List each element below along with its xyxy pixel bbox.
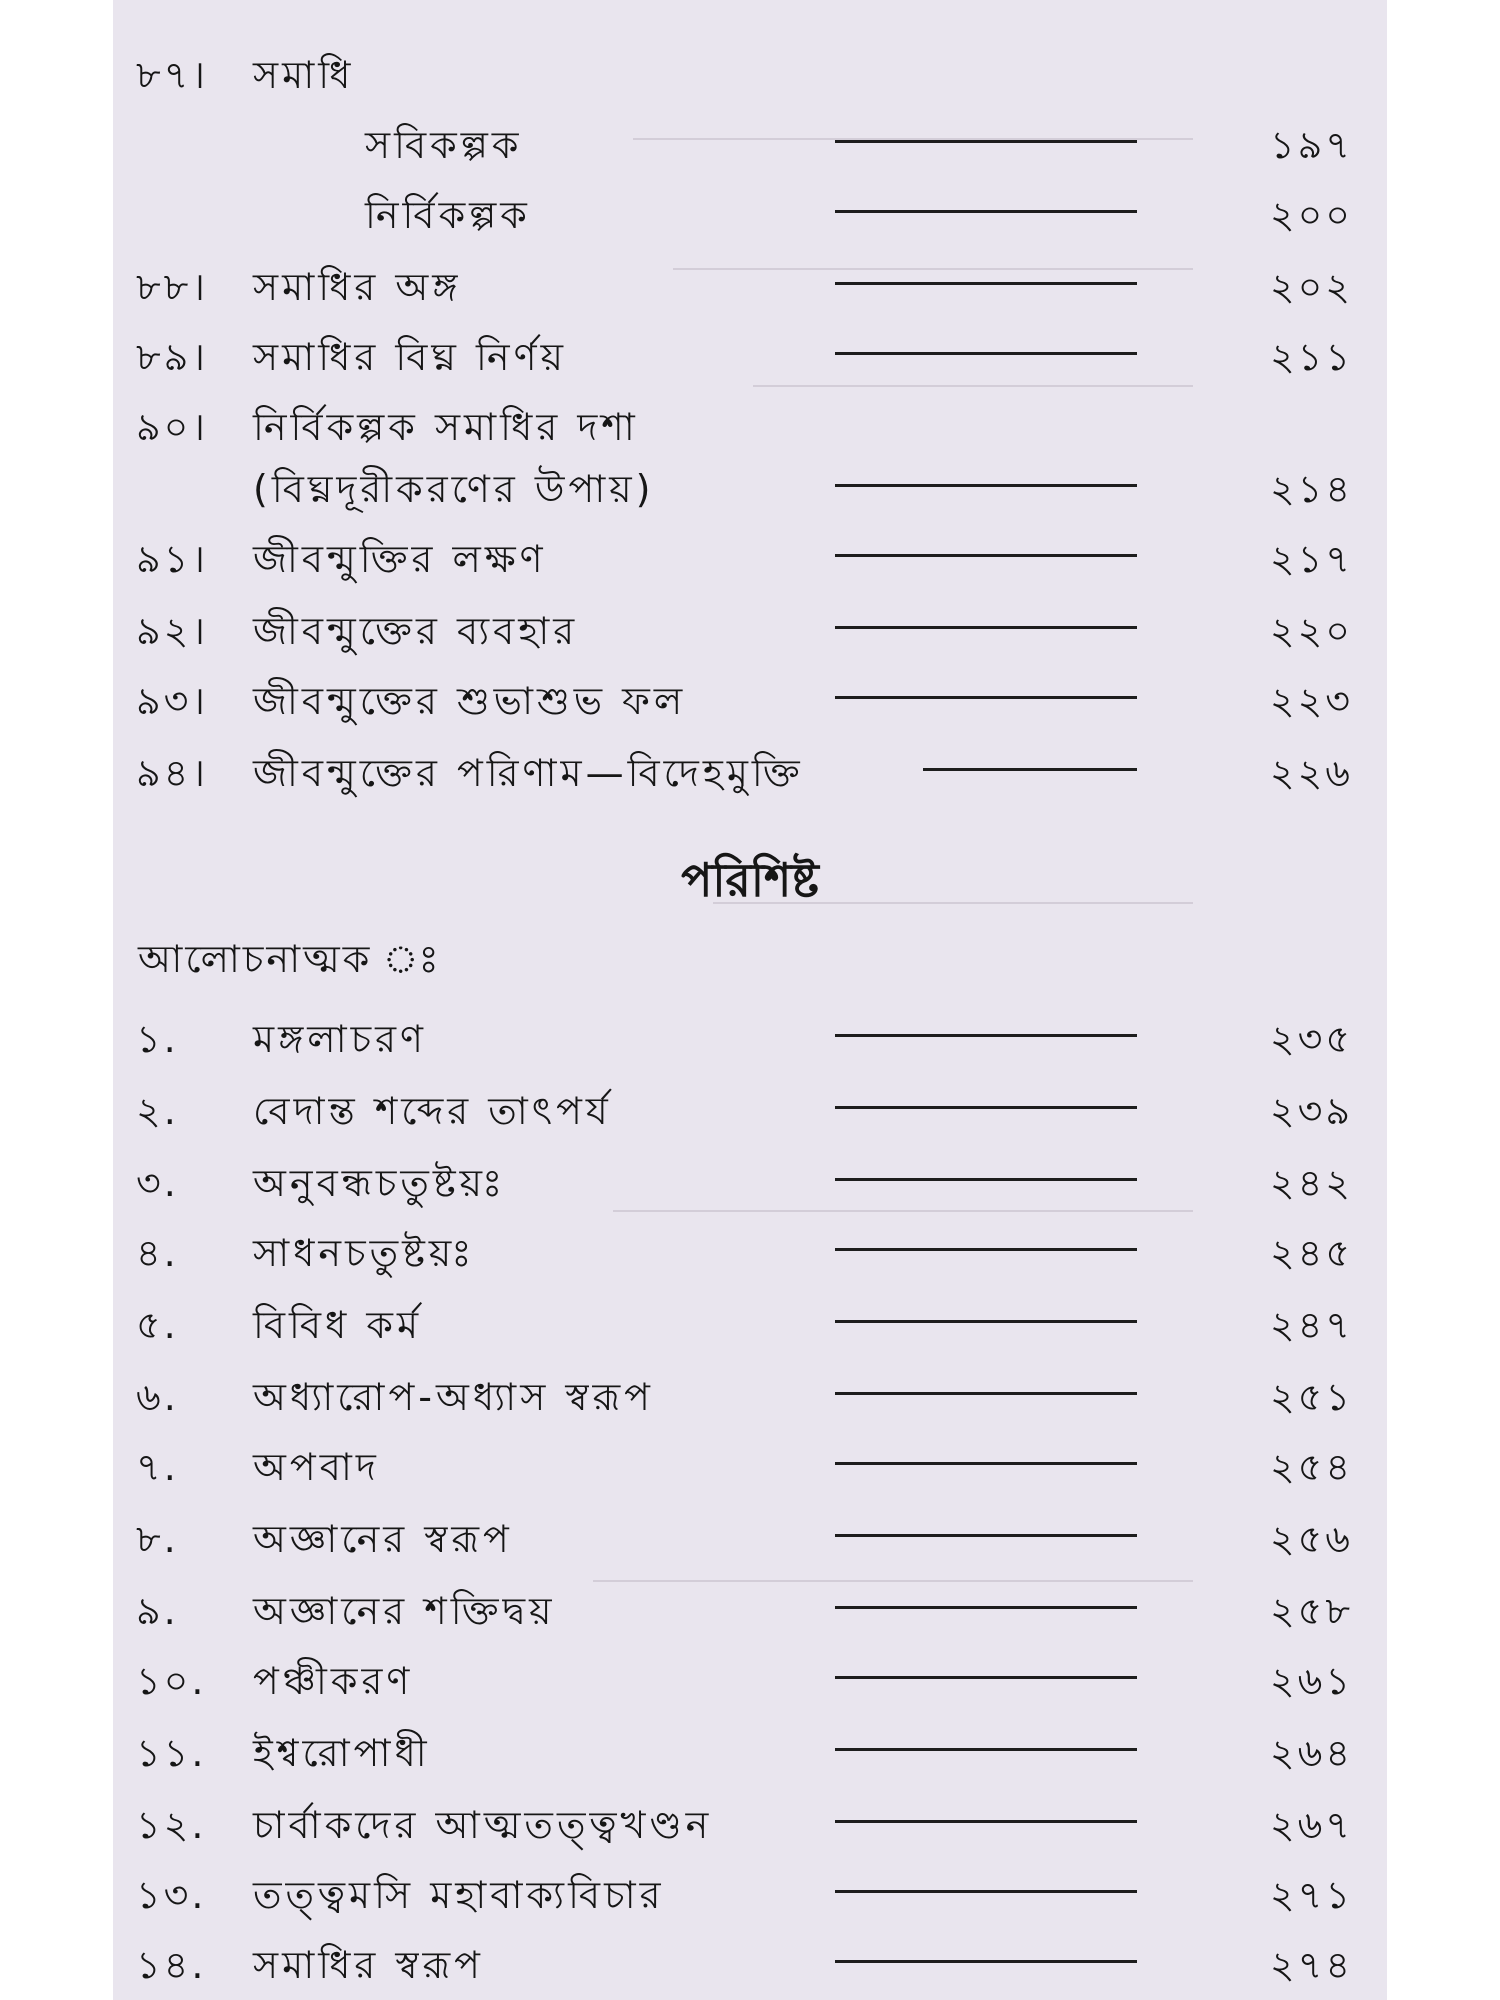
leader-rule — [835, 626, 1137, 629]
toc-entry — [113, 1072, 1387, 1136]
page-number: ১৯৭ — [1269, 123, 1353, 167]
entry-title: সমাধির বিঘ্ন নির্ণয় — [253, 335, 567, 379]
toc-entry — [113, 1572, 1387, 1636]
entry-title: বেদান্ত শব্দের তাৎপর্য — [253, 1089, 612, 1133]
entry-number: ৩. — [136, 1161, 179, 1205]
leader-rule — [835, 1248, 1137, 1251]
leader-rule — [835, 1676, 1137, 1679]
toc-entry — [113, 1428, 1387, 1492]
toc-entry — [113, 1856, 1387, 1920]
toc-entry — [113, 388, 1387, 452]
appendix-heading: পরিশিষ্ট — [681, 853, 819, 907]
entry-title: নির্বিকল্পক — [365, 193, 531, 237]
toc-entry — [113, 1214, 1387, 1278]
toc-entry — [113, 1286, 1387, 1350]
entry-number: ৯০। — [136, 405, 208, 449]
entry-number: ১১. — [136, 1731, 207, 1775]
leader-rule — [835, 140, 1137, 143]
leader-rule — [923, 768, 1137, 771]
entry-number: ১৩. — [136, 1873, 207, 1917]
entry-number: ৯৪। — [136, 751, 208, 795]
entry-title: (বিঘ্নদূরীকরণের উপায়) — [253, 467, 655, 511]
entry-number: ৮. — [136, 1517, 179, 1561]
page-number: ২৫৪ — [1269, 1445, 1353, 1489]
toc-entry — [113, 520, 1387, 584]
toc-entry — [113, 592, 1387, 656]
leader-rule — [835, 282, 1137, 285]
toc-entry — [113, 1926, 1387, 1990]
entry-title: মঙ্গলাচরণ — [253, 1017, 428, 1061]
entry-number: ৯. — [136, 1589, 179, 1633]
entry-title: জীবন্মুক্তির লক্ষণ — [253, 537, 547, 581]
page-number: ২১১ — [1269, 335, 1353, 379]
toc-entry — [113, 662, 1387, 726]
entry-title: অনুবন্ধচতুষ্টয়ঃ — [253, 1161, 507, 1205]
toc-entry — [113, 106, 1387, 170]
leader-rule — [835, 1820, 1137, 1823]
entry-number: ১৪. — [136, 1943, 207, 1987]
leader-rule — [835, 1748, 1137, 1751]
leader-rule — [835, 1890, 1137, 1893]
entry-title: পঞ্চীকরণ — [253, 1659, 414, 1703]
leader-rule — [835, 352, 1137, 355]
entry-title: সাধনচতুষ্টয়ঃ — [253, 1231, 476, 1275]
entry-number: ৮৯। — [136, 335, 208, 379]
bleed-through-mark — [753, 385, 1193, 387]
book-page — [113, 0, 1387, 2000]
page-number: ২০০ — [1269, 193, 1353, 237]
page-number: ২৭১ — [1269, 1873, 1353, 1917]
page-number: ২১৪ — [1269, 467, 1353, 511]
entry-number: ১০. — [136, 1659, 207, 1703]
toc-entry — [113, 176, 1387, 240]
entry-title: সমাধির স্বরূপ — [253, 1943, 484, 1987]
entry-title: সবিকল্পক — [365, 123, 523, 167]
bleed-through-mark — [613, 1210, 1193, 1212]
entry-number: ৬. — [136, 1375, 179, 1419]
entry-title: চার্বাকদের আত্মতত্ত্বখণ্ডন — [253, 1803, 713, 1847]
entry-title: জীবন্মুক্তের পরিণাম—বিদেহমুক্তি — [253, 751, 804, 795]
entry-title: অজ্ঞানের স্বরূপ — [253, 1517, 513, 1561]
entry-number: ৯৩। — [136, 679, 208, 723]
page-number: ২১৭ — [1269, 537, 1353, 581]
entry-number: ১. — [136, 1017, 179, 1061]
page-number: ২৪২ — [1269, 1161, 1353, 1205]
entry-title: নির্বিকল্পক সমাধির দশা — [253, 405, 639, 449]
toc-entry — [113, 1144, 1387, 1208]
toc-entry-continuation — [113, 450, 1387, 514]
leader-rule — [835, 1534, 1137, 1537]
entry-title: জীবন্মুক্তের ব্যবহার — [253, 609, 579, 653]
leader-rule — [835, 1392, 1137, 1395]
toc-entry — [113, 36, 1387, 100]
toc-entry — [113, 1500, 1387, 1564]
entry-title: অধ্যারোপ-অধ্যাস স্বরূপ — [253, 1375, 654, 1419]
page-number: ২৪৫ — [1269, 1231, 1353, 1275]
leader-rule — [835, 484, 1137, 487]
entry-number: ৫. — [136, 1303, 179, 1347]
page-number: ২৫৮ — [1269, 1589, 1353, 1633]
leader-rule — [835, 1462, 1137, 1465]
page-number: ২৩৯ — [1269, 1089, 1353, 1133]
entry-title: সমাধি — [253, 53, 355, 97]
entry-number: ৯১। — [136, 537, 208, 581]
page-number: ২৫১ — [1269, 1375, 1353, 1419]
toc-entry — [113, 1642, 1387, 1706]
toc-entry — [113, 734, 1387, 798]
page-number: ২৩৫ — [1269, 1017, 1353, 1061]
page-number: ২৬১ — [1269, 1659, 1353, 1703]
toc-entry — [113, 1000, 1387, 1064]
page-number: ২৫৬ — [1269, 1517, 1353, 1561]
entry-title: ইশ্বরোপাধী — [253, 1731, 431, 1775]
entry-number: ৭. — [136, 1445, 179, 1489]
entry-number: ৮৭। — [136, 53, 208, 97]
entry-title: জীবন্মুক্তের শুভাশুভ ফল — [253, 679, 687, 723]
leader-rule — [835, 1106, 1137, 1109]
appendix-subheading: আলোচনাত্মক ঃ — [138, 937, 442, 981]
page-number: ২২৩ — [1269, 679, 1353, 723]
page-number: ২৪৭ — [1269, 1303, 1353, 1347]
toc-entry — [113, 248, 1387, 312]
entry-title: অজ্ঞানের শক্তিদ্বয় — [253, 1589, 556, 1633]
toc-entry — [113, 1786, 1387, 1850]
entry-title: তত্ত্বমসি মহাবাক্যবিচার — [253, 1873, 665, 1917]
leader-rule — [835, 696, 1137, 699]
toc-entry — [113, 318, 1387, 382]
entry-number: ৪. — [136, 1231, 179, 1275]
entry-title: বিবিধ কর্ম — [253, 1303, 423, 1347]
entry-number: ৯২। — [136, 609, 208, 653]
leader-rule — [835, 1034, 1137, 1037]
page-number: ২৬৭ — [1269, 1803, 1353, 1847]
page-number: ২২০ — [1269, 609, 1353, 653]
entry-number: ২. — [136, 1089, 179, 1133]
page-number: ২৭৪ — [1269, 1943, 1353, 1987]
leader-rule — [835, 1960, 1137, 1963]
leader-rule — [835, 554, 1137, 557]
page-number: ২৬৪ — [1269, 1731, 1353, 1775]
leader-rule — [835, 210, 1137, 213]
page-number: ২২৬ — [1269, 751, 1353, 795]
leader-rule — [835, 1178, 1137, 1181]
leader-rule — [835, 1606, 1137, 1609]
entry-title: অপবাদ — [253, 1445, 380, 1489]
entry-title: সমাধির অঙ্গ — [253, 265, 462, 309]
leader-rule — [835, 1320, 1137, 1323]
toc-entry — [113, 1714, 1387, 1778]
toc-entry — [113, 1358, 1387, 1422]
entry-number: ১২. — [136, 1803, 207, 1847]
page-number: ২০২ — [1269, 265, 1353, 309]
entry-number: ৮৮। — [136, 265, 208, 309]
